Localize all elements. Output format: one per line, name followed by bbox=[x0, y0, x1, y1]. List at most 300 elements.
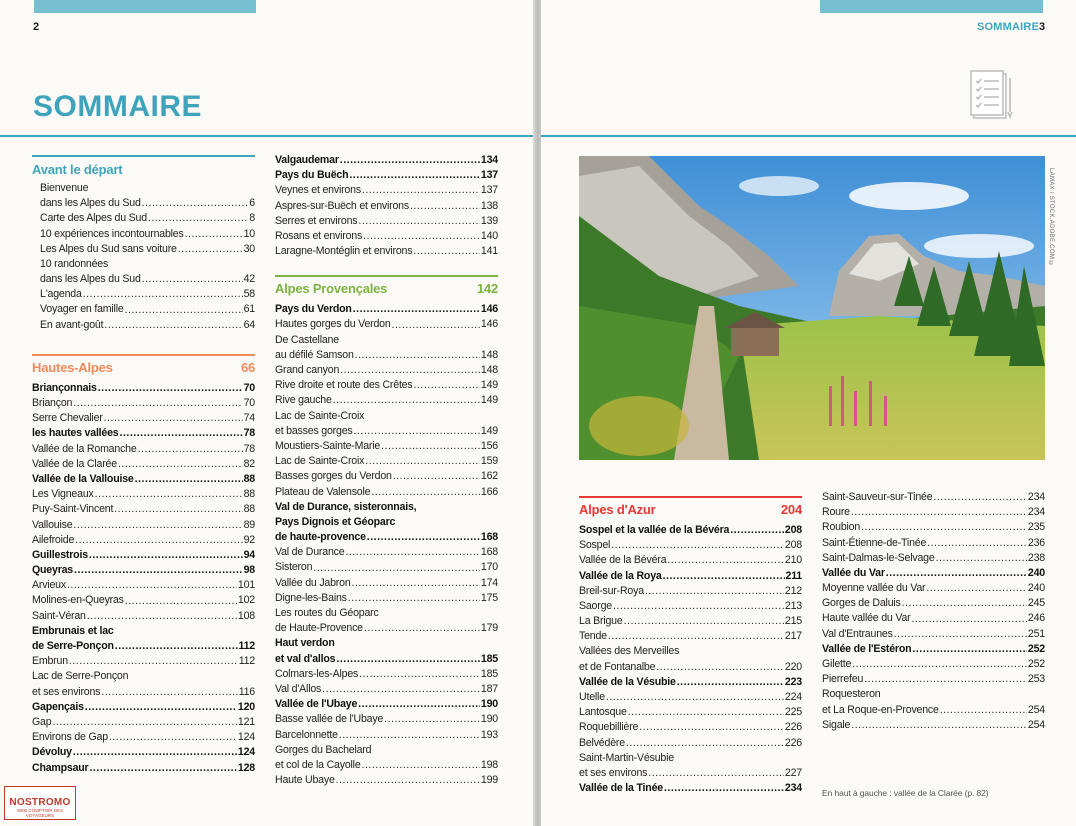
entry-page: 187 bbox=[480, 682, 498, 695]
leader-dots bbox=[902, 596, 1027, 611]
entry-label: Roquebillière bbox=[579, 721, 639, 734]
entry-label: De Castellane bbox=[275, 333, 339, 346]
toc-entry bbox=[275, 485, 498, 500]
entry-page: 70 bbox=[243, 397, 255, 410]
entry-page: 185 bbox=[480, 652, 498, 665]
leader-dots bbox=[135, 472, 243, 487]
entry-label: Les Vigneaux bbox=[32, 488, 94, 501]
entry-label: Digne-les-Bains bbox=[275, 591, 347, 604]
leader-dots bbox=[894, 627, 1027, 642]
toc-entry bbox=[275, 515, 498, 530]
leader-dots bbox=[912, 642, 1027, 657]
toc-entry bbox=[579, 690, 802, 705]
section-title: Alpes d'Azur bbox=[579, 502, 656, 517]
entry-page: 141 bbox=[480, 245, 498, 258]
leader-dots bbox=[118, 457, 243, 472]
toc-entry bbox=[275, 530, 498, 545]
entry-label: Vallée du Jabron bbox=[275, 576, 351, 589]
entry-label: Haut verdon bbox=[275, 637, 335, 650]
entry-page: 102 bbox=[237, 594, 255, 607]
entry-page: 88 bbox=[243, 488, 255, 501]
toc-entry bbox=[32, 457, 255, 472]
entry-label: Utelle bbox=[579, 691, 605, 704]
toc-entry bbox=[32, 381, 255, 396]
entry-page: 226 bbox=[784, 736, 802, 749]
toc-entry bbox=[275, 153, 498, 168]
leader-dots bbox=[645, 584, 784, 599]
entry-page: 211 bbox=[785, 569, 802, 582]
leader-dots bbox=[83, 287, 243, 302]
entry-page: 78 bbox=[243, 427, 255, 440]
leader-dots bbox=[926, 581, 1027, 596]
entry-page: 101 bbox=[237, 579, 255, 592]
entry-label: Colmars-les-Alpes bbox=[275, 667, 359, 680]
entry-page: 166 bbox=[480, 485, 498, 498]
entry-page: 121 bbox=[237, 715, 255, 728]
toc-entry bbox=[32, 745, 255, 760]
document-checklist-icon bbox=[970, 68, 1016, 124]
leader-dots bbox=[185, 227, 243, 242]
entry-page: 213 bbox=[784, 599, 802, 612]
leader-dots bbox=[353, 424, 479, 439]
toc-entry bbox=[822, 581, 1045, 596]
entry-page: 223 bbox=[784, 675, 802, 688]
toc-entry bbox=[275, 302, 498, 317]
title-rule bbox=[0, 135, 535, 137]
entry-label: Basse vallée de l'Ubaye bbox=[275, 713, 384, 726]
leader-dots bbox=[73, 518, 242, 533]
entry-label: Plateau de Valensole bbox=[275, 485, 371, 498]
toc-column-2 bbox=[275, 153, 498, 788]
leader-dots bbox=[73, 745, 237, 760]
entry-page: 156 bbox=[480, 439, 498, 452]
leader-dots bbox=[392, 318, 480, 333]
entry-page: 149 bbox=[480, 394, 498, 407]
leader-dots bbox=[365, 454, 480, 469]
entry-label: Veynes et environs bbox=[275, 184, 361, 197]
entry-label: Sospel bbox=[579, 539, 611, 552]
toc-entry bbox=[275, 636, 498, 651]
entry-page: 198 bbox=[480, 758, 498, 771]
toc-entry bbox=[822, 703, 1045, 718]
toc-column-3 bbox=[579, 496, 802, 796]
toc-entry bbox=[32, 730, 255, 745]
toc-entry bbox=[579, 523, 802, 538]
entry-page: 58 bbox=[243, 288, 255, 301]
entry-label: Lac de Sainte-Croix bbox=[275, 455, 365, 468]
entry-label: Sigale bbox=[822, 718, 851, 731]
entry-label: Voyager en famille bbox=[40, 303, 124, 316]
entry-page: 217 bbox=[784, 630, 802, 643]
entry-page: 61 bbox=[243, 303, 255, 316]
entry-label: Dévoluy bbox=[32, 746, 72, 759]
toc-entry bbox=[822, 657, 1045, 672]
entry-page: 89 bbox=[243, 518, 255, 531]
leader-dots bbox=[148, 211, 248, 226]
entry-page: 210 bbox=[784, 554, 802, 567]
entry-page: 253 bbox=[1027, 673, 1045, 686]
toc-entry bbox=[275, 348, 498, 363]
entry-page: 82 bbox=[243, 457, 255, 470]
entry-page: 226 bbox=[784, 721, 802, 734]
entry-label: Rive droite et route des Crêtes bbox=[275, 379, 413, 392]
toc-entry bbox=[275, 318, 498, 333]
toc-entry bbox=[40, 318, 255, 333]
entry-page: 64 bbox=[243, 318, 255, 331]
valley-photo bbox=[579, 156, 1045, 460]
toc-entry bbox=[822, 551, 1045, 566]
entry-label: Gapençais bbox=[32, 700, 84, 713]
leader-dots bbox=[101, 685, 237, 700]
top-accent-bar bbox=[820, 0, 1043, 13]
entry-page: 212 bbox=[784, 584, 802, 597]
toc-entry bbox=[32, 487, 255, 502]
entry-page: 88 bbox=[243, 472, 255, 485]
entry-page: 174 bbox=[480, 576, 498, 589]
toc-entry bbox=[32, 624, 255, 639]
running-header: SOMMAIRE bbox=[977, 21, 1040, 33]
entry-label: Arvieux bbox=[32, 579, 66, 592]
entry-label: Sisteron bbox=[275, 561, 313, 574]
section-avant bbox=[32, 155, 255, 333]
toc-entry bbox=[32, 502, 255, 517]
toc-entry bbox=[32, 563, 255, 578]
toc-entry bbox=[275, 667, 498, 682]
entry-label: Briançon bbox=[32, 397, 73, 410]
entry-page: 116 bbox=[238, 685, 255, 698]
entry-page: 170 bbox=[480, 561, 498, 574]
toc-entry bbox=[275, 244, 498, 259]
toc-entry bbox=[275, 393, 498, 408]
leader-dots bbox=[114, 502, 242, 517]
toc-entry bbox=[579, 584, 802, 599]
leader-dots bbox=[936, 551, 1027, 566]
entry-label: Basses gorges du Verdon bbox=[275, 470, 392, 483]
leader-dots bbox=[120, 426, 243, 441]
entry-label: Roure bbox=[822, 506, 850, 519]
toc-entry bbox=[275, 199, 498, 214]
toc-entry bbox=[579, 751, 802, 766]
toc-entry bbox=[40, 257, 255, 272]
entry-label: Pays du Buëch bbox=[275, 169, 349, 182]
leader-dots bbox=[384, 712, 480, 727]
entry-page: 199 bbox=[480, 774, 498, 787]
leader-dots bbox=[639, 720, 784, 735]
entry-page: 112 bbox=[238, 640, 255, 653]
toc-entry bbox=[275, 621, 498, 636]
entry-page: 146 bbox=[480, 318, 498, 331]
toc-entry bbox=[32, 594, 255, 609]
leader-dots bbox=[933, 490, 1027, 505]
toc-entry bbox=[275, 697, 498, 712]
toc-entry bbox=[275, 454, 498, 469]
entry-page: 78 bbox=[243, 442, 255, 455]
leader-dots bbox=[861, 520, 1027, 535]
entry-label: les hautes vallées bbox=[32, 427, 119, 440]
entry-page: 124 bbox=[237, 746, 255, 759]
entry-label: Vallée de la Roya bbox=[579, 569, 662, 582]
entry-label: Serres et environs bbox=[275, 214, 358, 227]
entry-page: 138 bbox=[480, 199, 498, 212]
entry-page: 252 bbox=[1027, 658, 1045, 671]
toc-entry bbox=[32, 426, 255, 441]
entry-label: Guillestrois bbox=[32, 548, 88, 561]
toc-entry bbox=[275, 591, 498, 606]
leader-dots bbox=[95, 487, 243, 502]
toc-entry bbox=[822, 718, 1045, 733]
entry-label: L'agenda bbox=[40, 288, 82, 301]
leader-dots bbox=[886, 566, 1027, 581]
leader-dots bbox=[911, 612, 1026, 627]
toc-entry bbox=[275, 561, 498, 576]
entry-label: 10 expériences incontournables bbox=[40, 227, 184, 240]
entry-page: 245 bbox=[1027, 597, 1045, 610]
leader-dots bbox=[339, 728, 480, 743]
leader-dots bbox=[322, 682, 480, 697]
page-number-left: 2 bbox=[33, 21, 40, 33]
leader-dots bbox=[89, 761, 236, 776]
entry-page: 112 bbox=[238, 655, 255, 668]
entry-label: La Brigue bbox=[579, 615, 623, 628]
entry-label: et de Fontanalbe bbox=[579, 660, 656, 673]
entry-label: Les Alpes du Sud sans voiture bbox=[40, 242, 177, 255]
entry-page: 124 bbox=[237, 731, 255, 744]
toc-entry bbox=[579, 599, 802, 614]
entry-label: Roquesteron bbox=[822, 688, 881, 701]
entry-label: Vallée de la Romanche bbox=[32, 442, 137, 455]
entry-page: 179 bbox=[480, 622, 498, 635]
toc-entry bbox=[822, 612, 1045, 627]
toc-entry bbox=[275, 500, 498, 515]
leader-dots bbox=[628, 705, 784, 720]
toc-entry bbox=[32, 669, 255, 684]
toc-entry bbox=[32, 396, 255, 411]
toc-entry bbox=[579, 736, 802, 751]
entry-label: Vallée de la Vésubie bbox=[579, 675, 676, 688]
entry-label: Hautes gorges du Verdon bbox=[275, 318, 391, 331]
leader-dots bbox=[349, 168, 480, 183]
left-page bbox=[0, 0, 535, 826]
toc-entry bbox=[275, 606, 498, 621]
toc-entry bbox=[275, 652, 498, 667]
watermark-name: NOSTROMO bbox=[9, 797, 71, 808]
entry-label: Puy-Saint-Vincent bbox=[32, 503, 114, 516]
entry-page: 227 bbox=[784, 766, 802, 779]
entry-label: Tende bbox=[579, 630, 607, 643]
toc-entry bbox=[32, 609, 255, 624]
entry-label: Vallée de l'Ubaye bbox=[275, 698, 358, 711]
leader-dots bbox=[667, 553, 784, 568]
toc-entry bbox=[275, 168, 498, 183]
section-items bbox=[579, 523, 802, 796]
toc-entry bbox=[275, 229, 498, 244]
entry-label: Vallée de l'Estéron bbox=[822, 642, 912, 655]
entry-label: Champsaur bbox=[32, 761, 89, 774]
leader-dots bbox=[89, 548, 243, 563]
entry-page: 234 bbox=[1027, 506, 1045, 519]
toc-entry bbox=[822, 520, 1045, 535]
toc-entry bbox=[40, 272, 255, 287]
leader-dots bbox=[362, 183, 480, 198]
toc-entry bbox=[822, 672, 1045, 687]
toc-entry bbox=[32, 761, 255, 776]
entry-label: Rive gauche bbox=[275, 394, 332, 407]
entry-label: En avant-goût bbox=[40, 318, 104, 331]
entry-page: 193 bbox=[480, 728, 498, 741]
leader-dots bbox=[104, 411, 243, 426]
toc-entry bbox=[275, 469, 498, 484]
entry-label: Sospel et la vallée de la Bévéra bbox=[579, 523, 730, 536]
entry-label: Saorge bbox=[579, 599, 612, 612]
title-rule bbox=[541, 135, 1076, 137]
toc-entry bbox=[822, 627, 1045, 642]
toc-entry bbox=[579, 538, 802, 553]
entry-label: Vallée de la Bévéra bbox=[579, 554, 667, 567]
entry-label: Carte des Alpes du Sud bbox=[40, 212, 147, 225]
toc-entry bbox=[32, 518, 255, 533]
leader-dots bbox=[730, 523, 784, 538]
entry-label: Vallée du Var bbox=[822, 566, 885, 579]
entry-page: 252 bbox=[1027, 642, 1045, 655]
section-items bbox=[275, 302, 498, 788]
leader-dots bbox=[648, 766, 784, 781]
entry-page: 220 bbox=[784, 660, 802, 673]
leader-dots bbox=[613, 599, 784, 614]
leader-dots bbox=[663, 569, 785, 584]
entry-page: 92 bbox=[243, 533, 255, 546]
toc-entry bbox=[579, 720, 802, 735]
toc-entry bbox=[275, 773, 498, 788]
leader-dots bbox=[362, 758, 480, 773]
entry-page: 246 bbox=[1027, 612, 1045, 625]
leader-dots bbox=[626, 736, 784, 751]
entry-label: Embrunais et lac bbox=[32, 624, 114, 637]
entry-page: 137 bbox=[480, 184, 498, 197]
entry-page: 128 bbox=[237, 761, 255, 774]
leader-dots bbox=[608, 629, 784, 644]
entry-label: Vallées des Merveilles bbox=[579, 645, 680, 658]
entry-page: 215 bbox=[784, 615, 802, 628]
toc-entry bbox=[32, 472, 255, 487]
toc-entry bbox=[275, 378, 498, 393]
watermark-logo bbox=[4, 786, 76, 820]
entry-label: de Haute-Provence bbox=[275, 622, 363, 635]
entry-label: Gorges de Daluis bbox=[822, 597, 901, 610]
entry-page: 168 bbox=[480, 546, 498, 559]
entry-label: et ses environs bbox=[32, 685, 101, 698]
entry-page: 240 bbox=[1027, 582, 1045, 595]
leader-dots bbox=[940, 703, 1027, 718]
leader-dots bbox=[142, 272, 243, 287]
toc-entry bbox=[579, 629, 802, 644]
entry-page: 236 bbox=[1027, 536, 1045, 549]
section-heading-alpes-azur bbox=[579, 496, 802, 520]
leader-dots bbox=[348, 591, 480, 606]
entry-label: Val de Durance bbox=[275, 546, 345, 559]
entry-label: Pays du Verdon bbox=[275, 303, 352, 316]
entry-page: 162 bbox=[480, 470, 498, 483]
leader-dots bbox=[606, 690, 784, 705]
leader-dots bbox=[624, 614, 784, 629]
entry-label: Saint-Véran bbox=[32, 609, 86, 622]
entry-label: Pierrefeu bbox=[822, 673, 864, 686]
entry-label: Valgaudemar bbox=[275, 153, 339, 166]
leader-dots bbox=[393, 469, 480, 484]
toc-entry bbox=[275, 682, 498, 697]
leader-dots bbox=[104, 318, 242, 333]
entry-label: Vallouise bbox=[32, 518, 73, 531]
leader-dots bbox=[851, 718, 1027, 733]
section-items bbox=[32, 381, 255, 776]
leader-dots bbox=[851, 505, 1027, 520]
toc-entry bbox=[275, 758, 498, 773]
section-items bbox=[822, 490, 1045, 733]
leader-dots bbox=[413, 244, 480, 259]
leader-dots bbox=[353, 302, 480, 317]
leader-dots bbox=[85, 700, 237, 715]
toc-entry bbox=[579, 705, 802, 720]
toc-entry bbox=[275, 576, 498, 591]
entry-label: au défilé Samson bbox=[275, 348, 354, 361]
toc-entry bbox=[579, 781, 802, 796]
section-heading-hautes-alpes bbox=[32, 354, 255, 378]
toc-entry bbox=[32, 533, 255, 548]
entry-label: dans les Alpes du Sud bbox=[40, 273, 141, 286]
entry-label: Briançonnais bbox=[32, 381, 97, 394]
photo-credit: LAMAX / STOCK.ADOBE.COM © bbox=[1048, 168, 1054, 268]
entry-label: Vallée de la Clarée bbox=[32, 457, 117, 470]
entry-label: Moustiers-Sainte-Marie bbox=[275, 439, 381, 452]
leader-dots bbox=[410, 199, 480, 214]
entry-label: de Serre-Ponçon bbox=[32, 640, 114, 653]
section-title: Hautes-Alpes bbox=[32, 359, 113, 375]
toc-entry bbox=[579, 675, 802, 690]
toc-entry bbox=[822, 596, 1045, 611]
entry-page: 235 bbox=[1027, 521, 1045, 534]
entry-page: 137 bbox=[480, 169, 498, 182]
section-page: 66 bbox=[240, 359, 255, 375]
leader-dots bbox=[611, 538, 784, 553]
leader-dots bbox=[142, 196, 249, 211]
leader-dots bbox=[927, 536, 1027, 551]
leader-dots bbox=[125, 303, 243, 318]
entry-label: Rosans et environs bbox=[275, 229, 363, 242]
leader-dots bbox=[677, 675, 784, 690]
watermark-tagline: WEB COMPTOIR DES VOYAGEURS bbox=[16, 808, 64, 818]
toc-entry bbox=[822, 687, 1045, 702]
leader-dots bbox=[345, 545, 479, 560]
leader-dots bbox=[355, 348, 480, 363]
leader-dots bbox=[358, 697, 480, 712]
toc-entry bbox=[275, 728, 498, 743]
entry-page: 159 bbox=[480, 455, 498, 468]
entry-label: et basses gorges bbox=[275, 424, 353, 437]
toc-entry bbox=[579, 614, 802, 629]
toc-entry bbox=[275, 183, 498, 198]
entry-page: 208 bbox=[784, 523, 802, 536]
entry-label: Belvédère bbox=[579, 736, 625, 749]
entry-page: 234 bbox=[1027, 490, 1045, 503]
toc-entry bbox=[40, 287, 255, 302]
toc-entry bbox=[40, 181, 255, 196]
entry-page: 98 bbox=[243, 564, 255, 577]
entry-page: 94 bbox=[243, 548, 255, 561]
leader-dots bbox=[52, 715, 236, 730]
photo-caption: En haut à gauche : vallée de la Clarée (p. 82) bbox=[822, 788, 989, 798]
entry-label: Lantosque bbox=[579, 706, 627, 719]
entry-label: Serre Chevalier bbox=[32, 412, 103, 425]
entry-label: et ses environs bbox=[579, 766, 648, 779]
